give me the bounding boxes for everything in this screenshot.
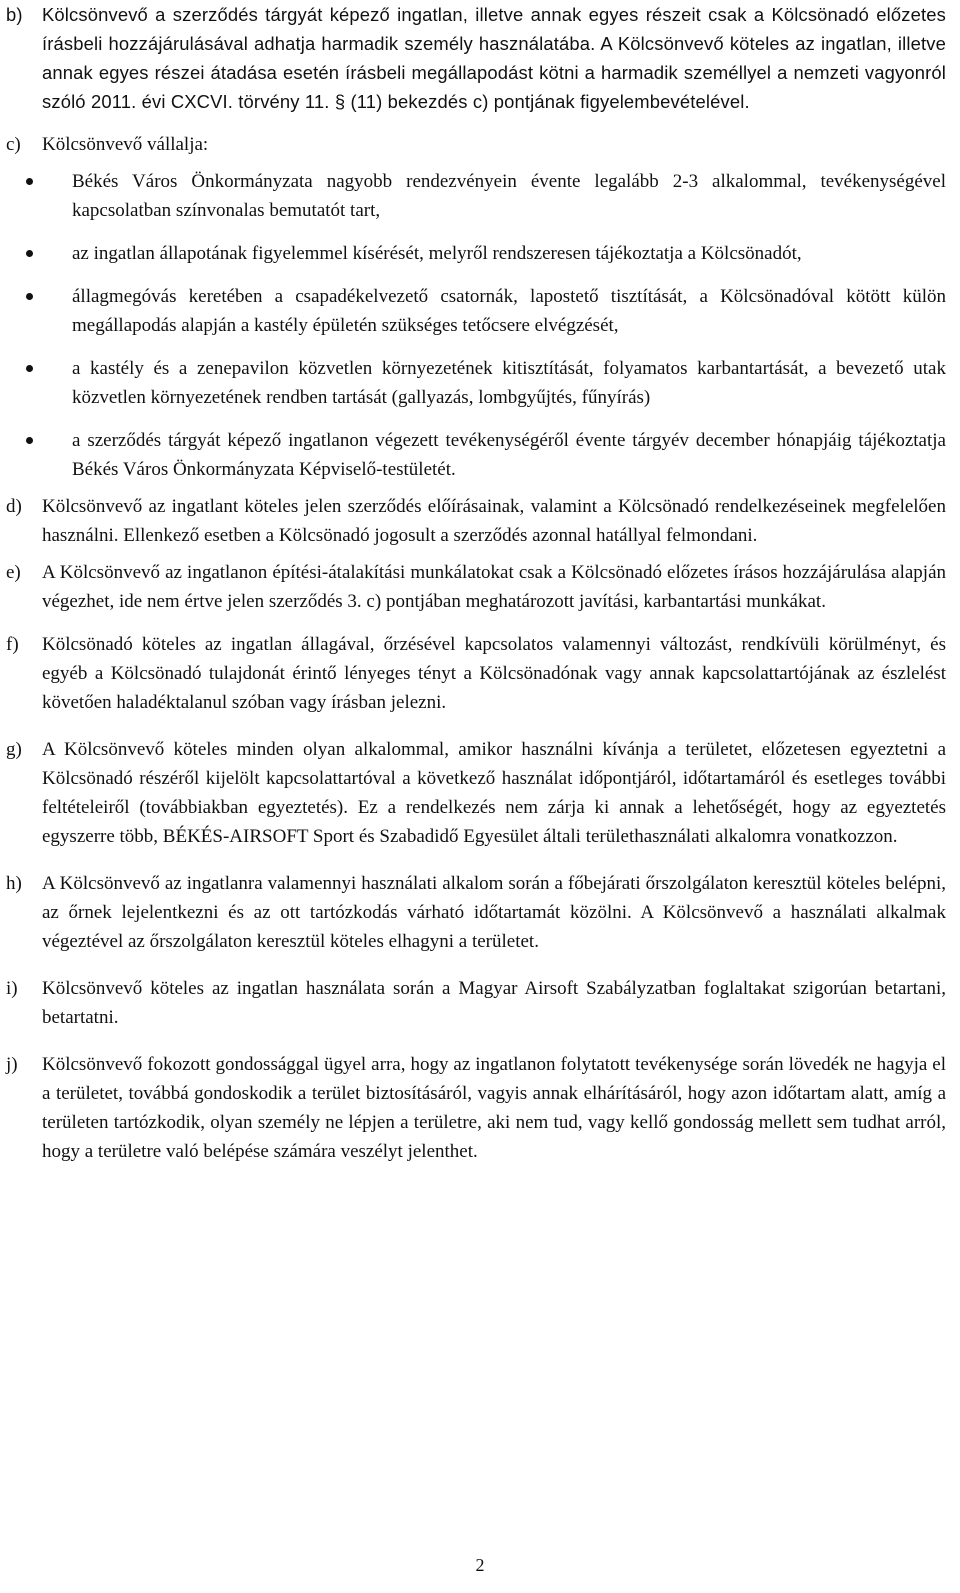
clause-i-text: Kölcsönvevő köteles az ingatlan használata során a Magyar Airsoft Szabályzatban foglaltakat szigorúan betartani, betartatni.: [42, 978, 946, 1028]
clause-d-marker: d): [6, 496, 22, 517]
clause-c-text: Kölcsönvevő vállalja:: [42, 134, 209, 155]
clause-i-marker: i): [6, 978, 18, 999]
clause-h: [6, 869, 946, 956]
clause-j-text: Kölcsönvevő fokozott gondossággal ügyel arra, hogy az ingatlanon folytatott tevékenysége során lövedék ne hagyja el a területet, továbbá gondoskodik a terület biztosításáról, vagyis annak elhárításáról, hogy azon időtartam alatt, amíg a területen tartózkodik, olyan személy ne lépjen a területre, aki nem tud, vagy kellő gondosság mellett sem tudhat arról, hogy a területre való belépése számára veszélyt jelenthet.: [42, 1054, 946, 1162]
bullet-text: a kastély és a zenepavilon közvetlen környezetének kitisztítását, folyamatos karbantartását, a bevezető utak közvetlen környezetének rendben tartását (gallyazás, lombgyűjtés, fűnyírás): [72, 358, 946, 408]
clause-e-marker: e): [6, 562, 21, 583]
clause-g-marker: g): [6, 739, 22, 760]
clause-d: [6, 492, 946, 550]
bullet-item: [6, 282, 946, 340]
bullet-dot-icon: [6, 426, 72, 484]
clause-e-text: A Kölcsönvevő az ingatlanon építési-átalakítási munkálatokat csak a Kölcsönadó előzetes írásos hozzájárulása alapján végezhet, ide nem értve jelen szerződés 3. c) pontjában meghatározott javítási, karbantartási munkákat.: [42, 562, 946, 612]
bullet-text: a szerződés tárgyát képező ingatlanon végezett tevékenységéről évente tárgyév december hónapjáig tájékoztatja Békés Város Önkormányzata Képviselő-testületét.: [72, 430, 946, 480]
clause-c-marker: c): [6, 134, 21, 155]
page-number: 2: [475, 1555, 485, 1575]
bullet-item: [6, 239, 946, 268]
clause-f-text: Kölcsönadó köteles az ingatlan állagával, őrzésével kapcsolatos valamennyi változást, rendkívüli körülményt, és egyéb a Kölcsönadó tulajdonát érintő lényeges tényt a Kölcsönadónak vagy annak kapcsolattartójának az észlelést követően haladéktalanul szóban vagy írásban jelezni.: [42, 634, 946, 713]
bullet-item: [6, 167, 946, 225]
clause-e: [6, 558, 946, 616]
clause-j-marker: j): [6, 1054, 18, 1075]
bullet-item: [6, 426, 946, 484]
clause-c: [6, 130, 946, 159]
clause-f: [6, 630, 946, 717]
clause-b-marker: b): [6, 4, 23, 25]
clause-c-bullet-list: [6, 167, 946, 484]
bullet-dot-icon: [6, 282, 72, 340]
document-page: [6, 0, 946, 1166]
clause-b-text: Kölcsönvevő a szerződés tárgyát képező ingatlan, illetve annak egyes részeit csak a Kölcsönadó előzetes írásbeli hozzájárulásával adhatja harmadik személy használatába. A Kölcsönvevő köteles az ingatlan, illetve annak egyes részei átadása esetén írásbeli megállapodást kötni a harmadik személlyel a nemzeti vagyonról szóló 2011. évi CXCVI. törvény 11. § (11) bekezdés c) pontjának figyelembevételével.: [42, 4, 946, 112]
bullet-dot-icon: [6, 239, 72, 268]
clause-d-text: Kölcsönvevő az ingatlant köteles jelen szerződés előírásainak, valamint a Kölcsönadó rendelkezéseinek megfelelően használni. Ellenkező esetben a Kölcsönadó jogosult a szerződés azonnal hatállyal felmondani.: [42, 496, 946, 546]
clause-b: [6, 0, 946, 116]
bullet-text: állagmegóvás keretében a csapadékelvezető csatornák, lapostető tisztítását, a Kölcsönadóval kötött külön megállapodás alapján a kastély épületén szükséges tetőcsere elvégzését,: [72, 286, 946, 336]
clause-g: [6, 735, 946, 851]
clause-h-text: A Kölcsönvevő az ingatlanra valamennyi használati alkalom során a főbejárati őrszolgálaton keresztül köteles belépni, az őrnek lejelentkezni és az ott tartózkodás várható időtartamát közölni. A Kölcsönvevő a használati alkalmak végeztével az őrszolgálaton keresztül köteles elhagyni a területet.: [42, 873, 946, 952]
clause-h-marker: h): [6, 873, 22, 894]
bullet-dot-icon: [6, 354, 72, 412]
clause-g-text: A Kölcsönvevő köteles minden olyan alkalommal, amikor használni kívánja a területet, előzetesen egyeztetni a Kölcsönadó részéről kijelölt kapcsolattartóval a következő használat időpontjáról, időtartamáról és esetleges további feltételeiről (továbbiakban egyeztetés). Ez a rendelkezés nem zárja ki annak a lehetőségét, hogy az egyeztetés egyszerre több, BÉKÉS-AIRSOFT Sport és Szabadidő Egyesület általi területhasználati alkalomra vonatkozzon.: [42, 739, 946, 847]
clause-i: [6, 974, 946, 1032]
bullet-text: Békés Város Önkormányzata nagyobb rendezvényein évente legalább 2-3 alkalommal, tevékenységével kapcsolatban színvonalas bemutatót tart,: [72, 171, 946, 221]
bullet-dot-icon: [6, 167, 72, 225]
bullet-text: az ingatlan állapotának figyelemmel kísérését, melyről rendszeresen tájékoztatja a Kölcsönadót,: [72, 243, 802, 264]
bullet-item: [6, 354, 946, 412]
clause-f-marker: f): [6, 634, 19, 655]
clause-j: [6, 1050, 946, 1166]
